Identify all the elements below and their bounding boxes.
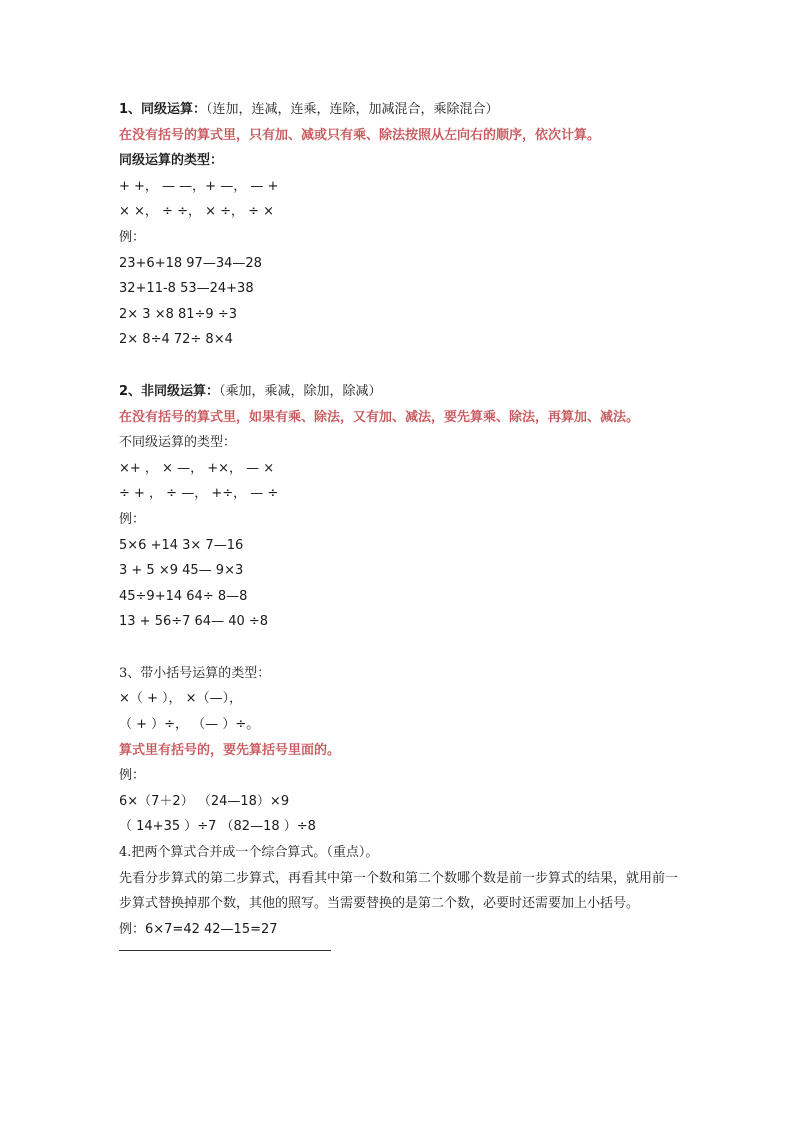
document-page: [119, 97, 679, 951]
section-3-heading: 3、带小括号运算的类型：: [119, 665, 271, 681]
section-1-type-line: + +， — —，+ —， — +: [119, 178, 279, 194]
section-2-type-line: ÷ + ， ÷ —， +÷， — ÷: [119, 486, 279, 502]
section-1-example: 2× 8÷4 72÷ 8×4: [119, 332, 233, 348]
spacer: [119, 353, 679, 379]
section-1-rule: 在没有括号的算式里，只有加、减或只有乘、除法按照从左向右的顺序，依次计算。: [119, 127, 601, 143]
section-1-note: （连加，连减，连乘，连除，加减混合，乘除混合）: [206, 102, 499, 117]
section-2-types-title: 不同级运算的类型：: [119, 435, 237, 451]
section-1-heading: 1、同级运算：: [119, 102, 207, 117]
section-2-example: 13 + 56÷7 64— 40 ÷8: [119, 614, 269, 630]
section-3-type-line: ×（ + ）， ×（—），: [119, 691, 243, 707]
section-4-paragraph: 先看分步算式的第二步算式，再看其中第一个数和第二个数哪个数是前一步算式的结果，就用前一步算式替换掉那个数，其他的照写。当需要替换的是第二个数，必要时还需要加上小括号。: [119, 870, 679, 912]
section-1-title: [119, 97, 679, 123]
answer-blank-line: [119, 950, 331, 951]
section-1-example: 2× 3 ×8 81÷9 ÷3: [119, 306, 237, 322]
spacer: [119, 635, 679, 661]
section-3-rule: 算式里有括号的，要先算括号里面的。: [119, 742, 341, 758]
section-3-example-label: 例：: [119, 768, 146, 784]
section-2-note: （乘加，乘减，除加，除减）: [219, 383, 382, 399]
section-4-heading: 4.把两个算式合并成一个综合算式。（重点）。: [119, 845, 379, 861]
section-2-rule: 在没有括号的算式里，如果有乘、除法，又有加、减法，要先算乘、除法，再算加、减法。: [119, 409, 640, 425]
section-3-type-line: （ + ）÷， （— ）÷。: [119, 717, 260, 733]
section-1-example-label: 例：: [119, 229, 146, 245]
section-2-example: 5×6 +14 3× 7—16: [119, 537, 244, 553]
section-3-example: 6×（7＋2） （24—18）×9: [119, 793, 290, 809]
section-2-type-line: ×+ ， × —， +×， — ×: [119, 460, 275, 476]
section-4-example: 例：6×7=42 42—15=27: [119, 921, 278, 937]
section-2-example: 3 + 5 ×9 45— 9×3: [119, 563, 244, 579]
section-1-example: 23+6+18 97—34—28: [119, 255, 262, 271]
section-1-type-line: × ×， ÷ ÷， × ÷， ÷ ×: [119, 204, 275, 220]
section-1-types-title: 同级运算的类型：: [119, 153, 224, 169]
section-3-example: （ 14+35 ）÷7 （82—18 ）÷8: [119, 819, 316, 835]
section-2-example: 45÷9+14 64÷ 8—8: [119, 588, 248, 604]
section-2-example-label: 例：: [119, 511, 146, 527]
section-1-example: 32+11-8 53—24+38: [119, 281, 254, 297]
section-2-heading: 2、非同级运算：: [119, 383, 220, 399]
section-2-title: [119, 379, 679, 405]
